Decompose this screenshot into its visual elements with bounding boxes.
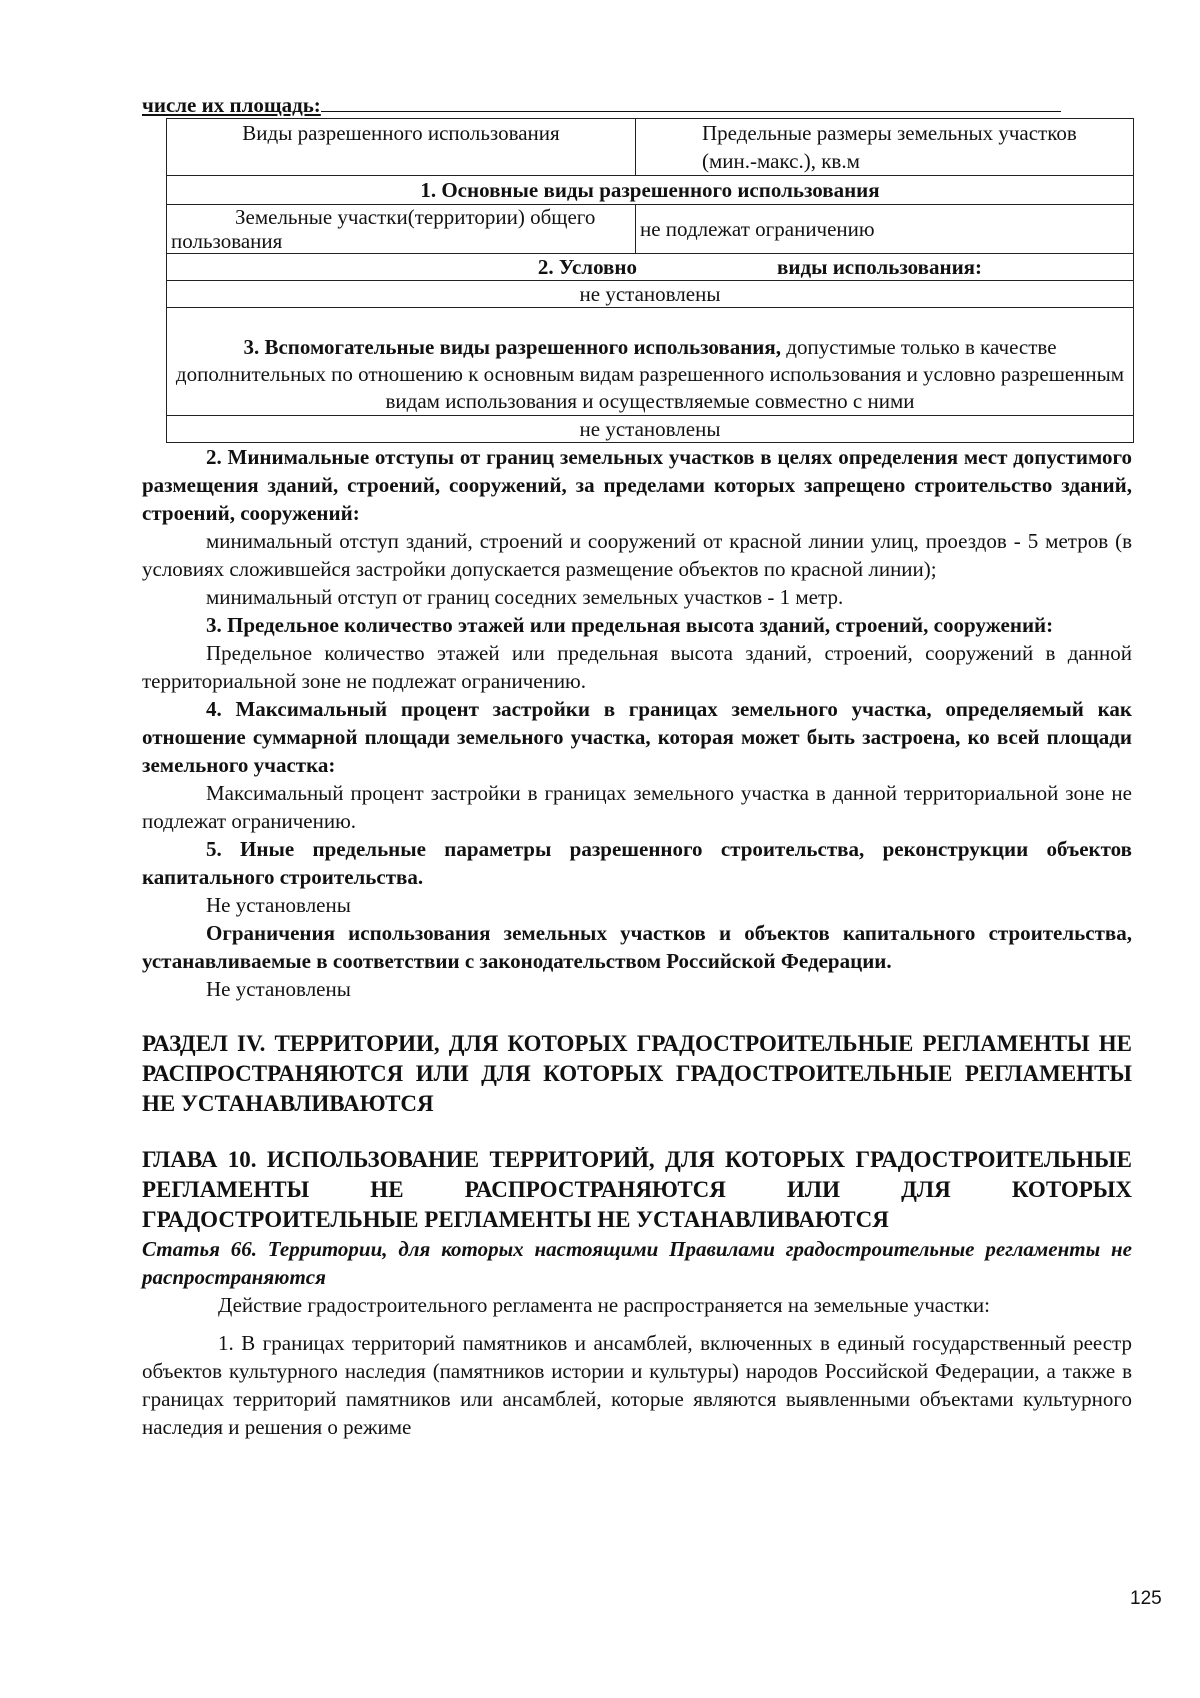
table-row1-col1: Земельные участки(территории) общего пользования [167, 205, 636, 254]
section-heading: РАЗДЕЛ IV. ТЕРРИТОРИИ, ДЛЯ КОТОРЫХ ГРАДОСТРОИТЕЛЬНЫЕ РЕГЛАМЕНТЫ НЕ РАСПРОСТРАНЯЮТСЯ ИЛИ ДЛЯ КОТОРЫХ ГРАДОСТРОИТЕЛЬНЫЕ РЕГЛАМЕНТЫ НЕ УСТАНАВЛИВАЮТСЯ [142, 1031, 1132, 1116]
table-section1: 1. Основные виды разрешенного использования [167, 176, 1134, 205]
page-number: 125 [1130, 1588, 1162, 1609]
table-section2 [167, 254, 1134, 281]
table-section3-bold: 3. Вспомогательные виды разрешенного использования, [243, 335, 782, 359]
p5-text: Не установлены [206, 893, 351, 917]
table-section-row [167, 176, 1134, 205]
p6-text: Не установлены [206, 977, 351, 1001]
spacer [142, 1119, 1132, 1145]
table-section2-a: 2. Условно [537, 255, 637, 279]
table-row1-col2: не подлежат ограничению [636, 205, 1134, 254]
table-row [167, 281, 1134, 308]
chapter-intro: Действие градостроительного регламента не распространяется на земельные участки: [218, 1293, 990, 1317]
table-section-row [167, 254, 1134, 281]
table-header-row [167, 119, 1134, 176]
table-row [167, 205, 1134, 254]
spacer [142, 1003, 1132, 1029]
underline-blank [321, 93, 1061, 112]
table-section2-b: виды использования: [777, 255, 983, 279]
usage-table [166, 118, 1134, 443]
p4-title: 4. Максимальный процент застройки в границах земельного участка, определяемый как отношение суммарной площади земельного участка, которая может быть застроена, ко всей площади земельного участка: [142, 697, 1132, 777]
p2-text1: минимальный отступ зданий, строений и сооружений от красной линии улиц, проездов - 5 метров (в условиях сложившейся застройки допускается размещение объектов по красной линии); [142, 529, 1132, 581]
p2-text2: минимальный отступ от границ соседних земельных участков - 1 метр. [206, 585, 844, 609]
chapter-item1: 1. В границах территорий памятников и ансамблей, включенных в единый государственный реестр объектов культурного наследия (памятников истории и культуры) народов Российской Федерации, а также в границах территорий памятников или ансамблей, которые являются выявленными объектами культурного наследия и решения о режиме [142, 1331, 1132, 1439]
table-row [167, 416, 1134, 443]
p4-text: Максимальный процент застройки в границах земельного участка в данной территориальной зоне не подлежат ограничению. [142, 781, 1132, 833]
table-section-row [167, 308, 1134, 416]
chapter-heading: ГЛАВА 10. ИСПОЛЬЗОВАНИЕ ТЕРРИТОРИЙ, ДЛЯ КОТОРЫХ ГРАДОСТРОИТЕЛЬНЫЕ РЕГЛАМЕНТЫ НЕ РАСПРОСТРАНЯЮТСЯ ИЛИ ДЛЯ КОТОРЫХ ГРАДОСТРОИТЕЛЬНЫЕ РЕГЛАМЕНТЫ НЕ УСТАНАВЛИВАЮТСЯ [142, 1147, 1132, 1232]
table-section3 [167, 308, 1134, 416]
p3-title: 3. Предельное количество этажей или предельная высота зданий, строений, сооружений: [206, 613, 1054, 637]
table-section3-value: не установлены [167, 416, 1134, 443]
p3-text: Предельное количество этажей или предельная высота зданий, строений, сооружений в данной территориальной зоне не подлежат ограничению. [142, 641, 1132, 693]
lead-text: числе их площадь: [142, 93, 321, 117]
document-page [142, 92, 1132, 1441]
table-head-col1: Виды разрешенного использования [167, 119, 636, 176]
p2-title: 2. Минимальные отступы от границ земельных участков в целях определения мест допустимого размещения зданий, строений, сооружений, за пределами которых запрещено строительство зданий, строений, сооружений: [142, 445, 1132, 525]
table-section3-text: допустимые только в качестве дополнительных по отношению к основным видам разрешенного использования и условно разрешенным видам использования и осуществляемые совместно с ними [175, 335, 1125, 413]
p6-title: Ограничения использования земельных участков и объектов капитального строительства, устанавливаемые в соответствии с законодательством Российской Федерации. [142, 921, 1132, 973]
p5-title: 5. Иные предельные параметры разрешенного строительства, реконструкции объектов капитального строительства. [142, 837, 1132, 889]
table-section2-value: не установлены [167, 281, 1134, 308]
article-heading: Статья 66. Территории, для которых настоящими Правилами градостроительные регламенты не распространяются [142, 1237, 1132, 1289]
lead-line [142, 92, 1132, 118]
table-head-col2: Предельные размеры земельных участков (мин.-макс.), кв.м [636, 119, 1134, 176]
